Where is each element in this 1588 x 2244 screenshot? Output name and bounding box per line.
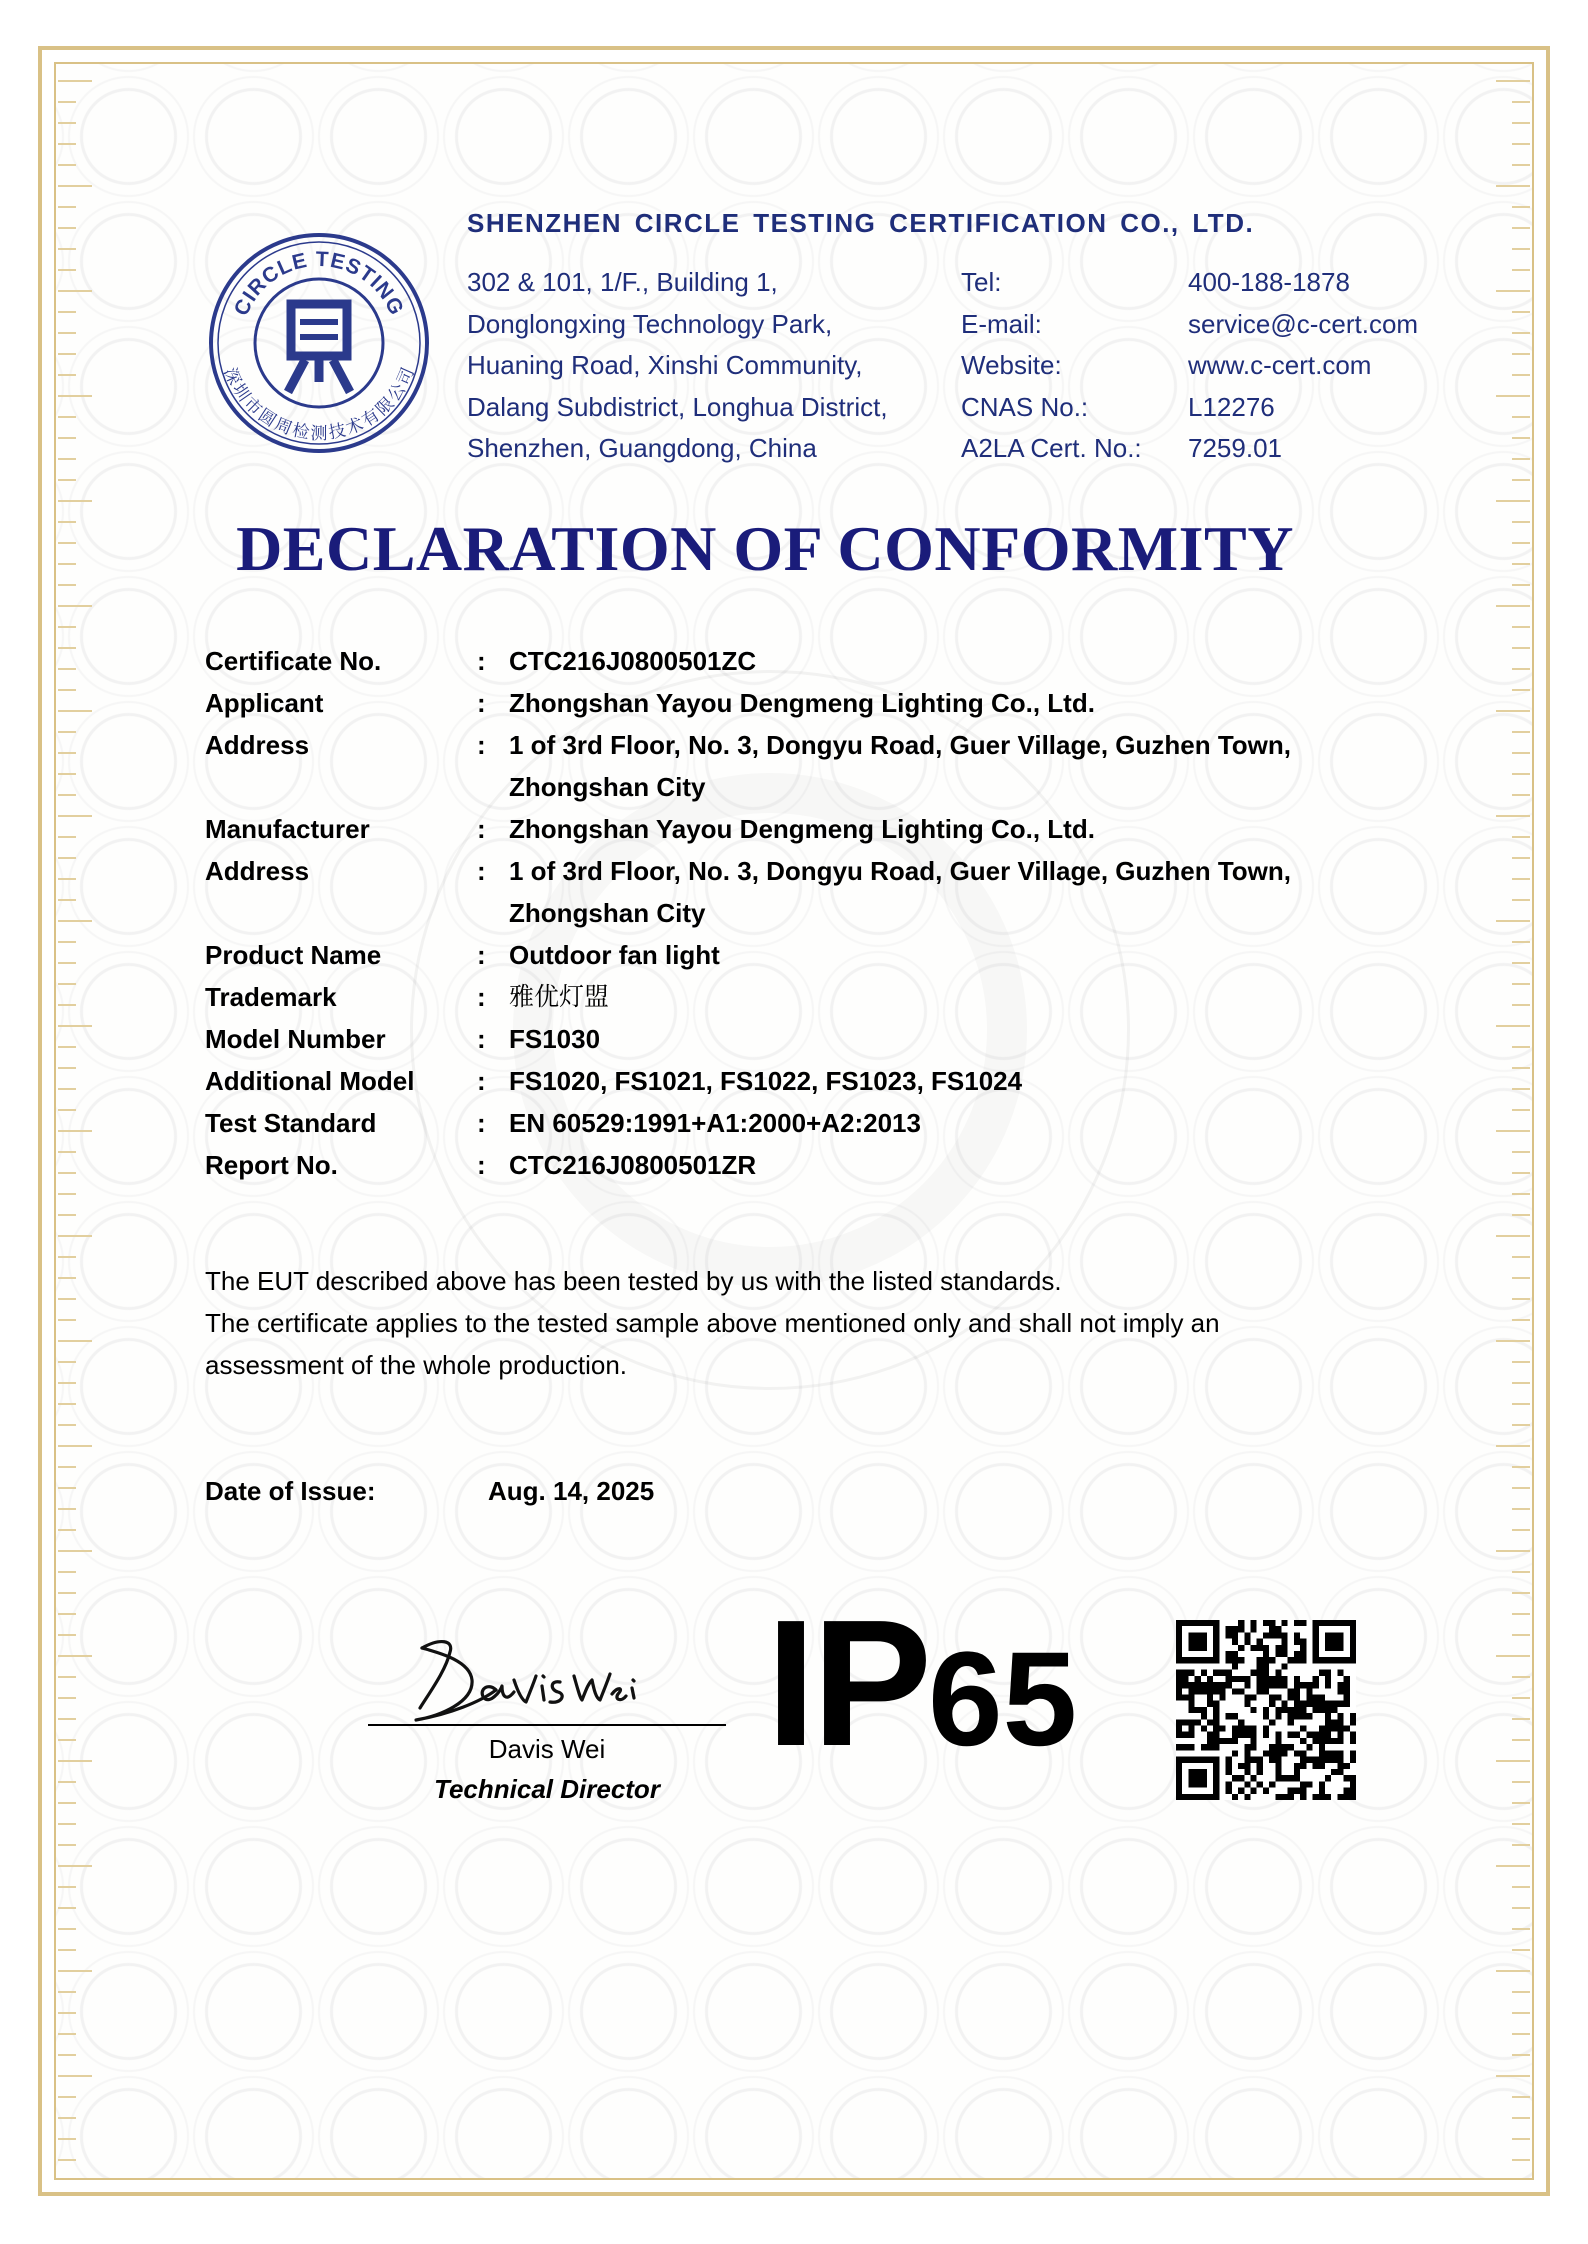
field-model-number (205, 1018, 1405, 1060)
border-tick (1512, 1298, 1530, 1300)
border-tick (58, 941, 76, 943)
border-tick (1512, 1151, 1530, 1153)
field-label: Model Number (205, 1024, 386, 1054)
border-tick (1496, 1235, 1530, 1237)
border-tick (1512, 353, 1530, 355)
border-tick (1512, 2012, 1530, 2014)
field-value: CTC216J0800501ZR (509, 1150, 757, 1180)
border-tick (58, 1676, 76, 1678)
signature-image (410, 1630, 640, 1726)
field-colon: : (477, 1066, 486, 1096)
border-tick (1512, 1823, 1530, 1825)
contact-value-email: service@c-cert.com (1188, 308, 1419, 339)
field-value-line: Zhongshan City (509, 898, 706, 928)
border-tick (58, 1844, 76, 1846)
border-tick (58, 206, 76, 208)
field-colon: : (477, 688, 486, 718)
field-product-name (205, 934, 1405, 976)
field-colon: : (477, 940, 486, 970)
border-tick (1496, 1340, 1530, 1342)
border-tick (1512, 1487, 1530, 1489)
border-tick (1512, 1277, 1530, 1279)
address-line: Dalang Subdistrict, Longhua District, (467, 391, 888, 422)
border-tick (58, 395, 92, 397)
border-tick (1512, 1907, 1530, 1909)
issuer-address (467, 262, 888, 470)
border-tick (1496, 920, 1530, 922)
border-tick (1512, 1109, 1530, 1111)
border-tick (58, 1172, 76, 1174)
border-tick (58, 479, 76, 481)
border-tick (1512, 773, 1530, 775)
border-tick (1512, 206, 1530, 208)
address-line: Huaning Road, Xinshi Community, (467, 350, 863, 380)
border-tick (58, 437, 76, 439)
border-tick (1512, 1403, 1530, 1405)
border-tick (58, 227, 76, 229)
signer-title: Technical Director (434, 1774, 660, 1804)
contact-label-website: Website: (961, 350, 1062, 380)
field-test-standard (205, 1102, 1405, 1144)
border-tick (58, 836, 76, 838)
border-tick (1512, 1844, 1530, 1846)
border-tick (1512, 227, 1530, 229)
border-tick (58, 1403, 76, 1405)
ip-rating-mark (766, 1580, 1077, 1787)
border-tick (58, 1697, 76, 1699)
border-tick (1512, 416, 1530, 418)
border-tick (58, 1445, 92, 1447)
field-value: EN 60529:1991+A1:2000+A2:2013 (509, 1108, 921, 1138)
border-tick (1512, 794, 1530, 796)
field-applicant (205, 682, 1405, 724)
border-tick (58, 605, 92, 607)
border-tick (1512, 1991, 1530, 1993)
signer-name: Davis Wei (488, 1734, 606, 1764)
contact-labels (961, 262, 1142, 470)
border-tick (58, 374, 76, 376)
border-tick (1496, 1760, 1530, 1762)
statement-line: The EUT described above has been tested by us with the listed standards. (205, 1266, 1062, 1296)
border-tick (1512, 479, 1530, 481)
border-tick (58, 164, 76, 166)
border-tick (58, 689, 76, 691)
border-tick (1512, 899, 1530, 901)
border-tick (58, 1319, 76, 1321)
border-tick (58, 1529, 76, 1531)
border-tick (58, 1340, 92, 1342)
border-tick (1512, 983, 1530, 985)
seal-top-text: CIRCLE TESTING (229, 247, 409, 320)
field-colon: : (477, 1108, 486, 1138)
border-tick (58, 416, 76, 418)
border-tick (58, 1991, 76, 1993)
border-tick (58, 1361, 76, 1363)
field-colon: : (477, 814, 486, 844)
border-tick (1512, 311, 1530, 313)
border-tick (58, 962, 76, 964)
border-tick (1512, 1172, 1530, 1174)
border-tick (58, 101, 76, 103)
border-tick (58, 2012, 76, 2014)
border-tick (1512, 1529, 1530, 1531)
contact-value-website: www.c-cert.com (1188, 350, 1372, 380)
border-tick (58, 1151, 76, 1153)
border-tick (58, 1382, 76, 1384)
border-tick (1496, 185, 1530, 187)
border-tick (58, 1739, 76, 1741)
border-tick (58, 647, 76, 649)
border-tick (1496, 80, 1530, 82)
contact-label-email: E-mail: (961, 308, 1042, 339)
field-label: Product Name (205, 940, 382, 970)
border-tick (1512, 332, 1530, 334)
border-tick (1512, 668, 1530, 670)
field-value: Outdoor fan light (509, 940, 720, 970)
border-tick (58, 2138, 76, 2140)
border-tick (58, 1865, 92, 1867)
border-tick (58, 668, 76, 670)
border-tick (1496, 500, 1530, 502)
field-value: Zhongshan Yayou Dengmeng Lighting Co., Ltd. (509, 688, 1095, 718)
field-value: 雅优灯盟 (509, 982, 610, 1011)
border-tick (58, 1508, 76, 1510)
border-tick (1512, 101, 1530, 103)
border-tick (1512, 1718, 1530, 1720)
svg-text:CIRCLE TESTING (230, 248, 408, 320)
field-label: Report No. (205, 1150, 338, 1180)
border-tick (1496, 2075, 1530, 2077)
border-tick (1512, 1592, 1530, 1594)
field-applicant-address (205, 724, 1405, 808)
left-tick-border (58, 70, 98, 2174)
border-tick (58, 2117, 76, 2119)
border-tick (1512, 647, 1530, 649)
field-value: FS1030 (509, 1024, 601, 1054)
border-tick (58, 2159, 76, 2161)
border-tick (58, 332, 76, 334)
border-tick (1512, 374, 1530, 376)
border-tick (58, 710, 92, 712)
certificate-fields (205, 640, 1405, 1186)
border-tick (1512, 1466, 1530, 1468)
date-of-issue (205, 1476, 654, 1507)
field-label: Address (205, 856, 310, 886)
border-tick (58, 2033, 76, 2035)
ip-rating-digits: 65 (928, 1625, 1078, 1774)
border-tick (58, 122, 76, 124)
border-tick (1512, 1214, 1530, 1216)
border-tick (1512, 2033, 1530, 2035)
contact-value-tel: 400-188-1878 (1188, 267, 1350, 297)
field-manufacturer-address (205, 850, 1405, 934)
field-value (509, 850, 1405, 934)
border-tick (1496, 290, 1530, 292)
field-colon: : (477, 1024, 486, 1054)
circle-testing-seal-icon (208, 232, 430, 454)
border-tick (1512, 941, 1530, 943)
field-label: Applicant (205, 688, 324, 718)
ip-rating-letters: IP (766, 1583, 929, 1784)
border-tick (1512, 1508, 1530, 1510)
border-tick (58, 1298, 76, 1300)
border-tick (58, 1970, 92, 1972)
border-tick (58, 1046, 76, 1048)
border-tick (58, 815, 92, 817)
border-tick (1496, 1865, 1530, 1867)
border-tick (1512, 1088, 1530, 1090)
field-colon: : (477, 982, 486, 1012)
field-value: CTC216J0800501ZC (509, 646, 757, 676)
border-tick (58, 1760, 92, 1762)
border-tick (58, 458, 76, 460)
border-tick (58, 1004, 76, 1006)
border-tick (1512, 2117, 1530, 2119)
border-tick (1512, 2159, 1530, 2161)
border-tick (1496, 1655, 1530, 1657)
border-tick (58, 185, 92, 187)
field-label: Certificate No. (205, 646, 382, 676)
field-colon: : (477, 646, 486, 676)
border-tick (58, 353, 76, 355)
border-tick (58, 1592, 76, 1594)
border-tick (58, 1613, 76, 1615)
border-tick (58, 2096, 76, 2098)
contact-label-tel: Tel: (961, 267, 1002, 297)
border-tick (58, 1823, 76, 1825)
field-value: FS1020, FS1021, FS1022, FS1023, FS1024 (509, 1066, 1023, 1096)
border-tick (1512, 1949, 1530, 1951)
border-tick (1512, 1361, 1530, 1363)
border-tick (1512, 2138, 1530, 2140)
border-tick (58, 878, 76, 880)
border-tick (1512, 1382, 1530, 1384)
border-tick (58, 1487, 76, 1489)
document-title: DECLARATION OF CONFORMITY (236, 513, 1294, 584)
border-tick (1496, 710, 1530, 712)
border-tick (1496, 1445, 1530, 1447)
contact-label-cnas: CNAS No.: (961, 391, 1089, 422)
contact-value-cnas: L12276 (1188, 391, 1275, 422)
signature-line (368, 1724, 726, 1726)
border-tick (58, 1949, 76, 1951)
border-tick (1512, 164, 1530, 166)
border-tick (1512, 878, 1530, 880)
border-tick (1496, 815, 1530, 817)
border-tick (58, 752, 76, 754)
border-tick (58, 311, 76, 313)
field-manufacturer (205, 808, 1405, 850)
contact-values (1188, 262, 1418, 470)
border-tick (58, 1067, 76, 1069)
statement-line: The certificate applies to the tested sample above mentioned only and shall not imply an (205, 1308, 1220, 1338)
address-line: Donglongxing Technology Park, (467, 308, 833, 339)
border-tick (58, 1907, 76, 1909)
statement-line: assessment of the whole production. (205, 1350, 628, 1380)
border-tick (58, 2075, 92, 2077)
date-of-issue-value: Aug. 14, 2025 (488, 1476, 655, 1506)
border-tick (1512, 1802, 1530, 1804)
border-tick (1512, 1697, 1530, 1699)
field-value: Zhongshan Yayou Dengmeng Lighting Co., Ltd. (509, 814, 1095, 844)
right-tick-border (1490, 70, 1530, 2174)
field-report-no (205, 1144, 1405, 1186)
border-tick (58, 1088, 76, 1090)
border-tick (1512, 1046, 1530, 1048)
border-tick (1512, 1781, 1530, 1783)
border-tick (58, 269, 76, 271)
border-tick (1512, 731, 1530, 733)
field-certificate-no (205, 640, 1405, 682)
border-tick (1512, 248, 1530, 250)
border-tick (58, 1718, 76, 1720)
field-label: Manufacturer (205, 814, 370, 844)
border-tick (58, 290, 92, 292)
border-tick (58, 80, 92, 82)
border-tick (58, 500, 92, 502)
date-of-issue-label: Date of Issue: (205, 1476, 376, 1506)
border-tick (58, 1256, 76, 1258)
border-tick (1512, 143, 1530, 145)
border-tick (1512, 1634, 1530, 1636)
border-tick (58, 1655, 92, 1657)
field-value (509, 724, 1405, 808)
border-tick (58, 773, 76, 775)
field-colon: : (477, 730, 486, 760)
border-tick (58, 731, 76, 733)
border-tick (58, 1025, 92, 1027)
border-tick (58, 2054, 76, 2056)
border-tick (1512, 1928, 1530, 1930)
address-line: Shenzhen, Guangdong, China (467, 433, 817, 463)
border-tick (1512, 1193, 1530, 1195)
field-label: Test Standard (205, 1108, 377, 1138)
border-tick (1512, 962, 1530, 964)
border-tick (58, 248, 76, 250)
border-tick (58, 1424, 76, 1426)
border-tick (58, 1466, 76, 1468)
border-tick (58, 1781, 76, 1783)
border-tick (1496, 1550, 1530, 1552)
border-tick (1512, 1613, 1530, 1615)
border-tick (1512, 1676, 1530, 1678)
border-tick (1512, 1067, 1530, 1069)
border-tick (1512, 458, 1530, 460)
border-tick (1512, 836, 1530, 838)
field-colon: : (477, 1150, 486, 1180)
border-tick (1512, 1004, 1530, 1006)
border-tick (1496, 395, 1530, 397)
contact-value-a2la: 7259.01 (1188, 433, 1282, 463)
contact-label-a2la: A2LA Cert. No.: (961, 433, 1142, 463)
border-tick (1496, 1025, 1530, 1027)
border-tick (58, 1886, 76, 1888)
field-label: Trademark (205, 982, 337, 1012)
field-value-line: Zhongshan City (509, 772, 706, 802)
field-label: Address (205, 730, 310, 760)
border-tick (58, 1277, 76, 1279)
border-tick (58, 1571, 76, 1573)
border-tick (1512, 2054, 1530, 2056)
conformity-statement (205, 1260, 1405, 1386)
border-tick (1512, 752, 1530, 754)
border-tick (58, 626, 76, 628)
border-tick (1512, 269, 1530, 271)
border-tick (1512, 1739, 1530, 1741)
border-tick (1496, 1970, 1530, 1972)
border-tick (58, 794, 76, 796)
border-tick (58, 1235, 92, 1237)
border-tick (1512, 1571, 1530, 1573)
border-tick (58, 1130, 92, 1132)
border-tick (1512, 857, 1530, 859)
qr-code-icon (1176, 1620, 1356, 1800)
border-tick (58, 1214, 76, 1216)
field-value-line: 1 of 3rd Floor, No. 3, Dongyu Road, Guer Village, Guzhen Town, (509, 856, 1291, 886)
border-tick (1512, 689, 1530, 691)
border-tick (1512, 1886, 1530, 1888)
border-tick (58, 983, 76, 985)
border-tick (58, 920, 92, 922)
border-tick (1512, 2096, 1530, 2098)
border-tick (1512, 1256, 1530, 1258)
border-tick (58, 1550, 92, 1552)
border-tick (58, 899, 76, 901)
border-tick (58, 1109, 76, 1111)
issuer-name: SHENZHEN CIRCLE TESTING CERTIFICATION CO., LTD. (467, 208, 1255, 238)
border-tick (1512, 1424, 1530, 1426)
border-tick (58, 1928, 76, 1930)
border-tick (1512, 626, 1530, 628)
border-tick (1496, 1130, 1530, 1132)
address-line: 302 & 101, 1/F., Building 1, (467, 267, 778, 297)
border-tick (1512, 437, 1530, 439)
border-tick (1496, 605, 1530, 607)
border-tick (58, 857, 76, 859)
border-tick (1512, 122, 1530, 124)
border-tick (58, 1802, 76, 1804)
field-value-line: 1 of 3rd Floor, No. 3, Dongyu Road, Guer Village, Guzhen Town, (509, 730, 1291, 760)
border-tick (1512, 1319, 1530, 1321)
border-tick (58, 1193, 76, 1195)
field-trademark (205, 976, 1405, 1018)
border-tick (58, 1634, 76, 1636)
field-additional-model (205, 1060, 1405, 1102)
field-label: Additional Model (205, 1066, 415, 1096)
field-colon: : (477, 856, 486, 886)
seal-bottom-text: 深圳市圆周检测技术有限公司 (219, 364, 419, 444)
border-tick (58, 143, 76, 145)
